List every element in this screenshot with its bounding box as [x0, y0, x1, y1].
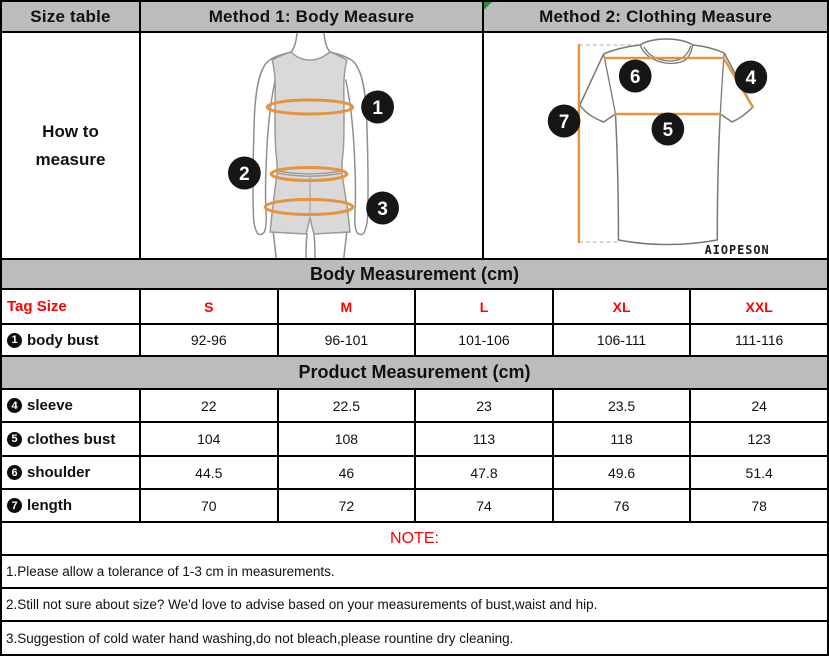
- table-cell: 46: [279, 457, 417, 488]
- table-cell: 92-96: [141, 325, 279, 355]
- row-label-sleeve: [2, 390, 141, 421]
- table-row-clothes-bust: [2, 423, 827, 457]
- size-col-l: L: [416, 290, 554, 323]
- circled-number-icon: 7: [7, 498, 22, 513]
- table-cell: 113: [416, 423, 554, 455]
- svg-text:6: 6: [630, 66, 641, 89]
- body-figure-illustration: [141, 33, 482, 258]
- header-method1: Method 1: Body Measure: [141, 2, 484, 31]
- table-cell: 74: [416, 490, 554, 521]
- note-band: [2, 523, 827, 556]
- product-measurement-title: Product Measurement (cm): [298, 362, 531, 382]
- marker-2-icon: [228, 157, 261, 190]
- note-text-3: 3.Suggestion of cold water hand washing,do not bleach,please rountine dry cleaning.: [6, 630, 514, 646]
- header-row: [2, 2, 827, 33]
- illustration-row: [2, 33, 827, 260]
- marker-5-icon: [652, 113, 685, 146]
- marker-4-icon: [735, 61, 768, 94]
- note-text-1: 1.Please allow a tolerance of 1-3 cm in measurements.: [6, 564, 335, 579]
- row-label-text: body bust: [27, 331, 99, 349]
- table-cell: 101-106: [416, 325, 554, 355]
- tag-size-row: [2, 290, 827, 325]
- svg-text:2: 2: [239, 163, 250, 186]
- row-label-body-bust: [2, 325, 141, 355]
- table-cell: 96-101: [279, 325, 417, 355]
- how-to-measure-label: How to measure: [35, 122, 106, 169]
- circled-number-icon: 1: [7, 333, 22, 348]
- table-cell: 22: [141, 390, 279, 421]
- clothing-measure-diagram: [484, 33, 827, 258]
- circled-number-icon: 5: [7, 432, 22, 447]
- table-cell: 123: [747, 431, 771, 447]
- table-cell: 51.4: [745, 464, 773, 481]
- row-label-shoulder: [2, 457, 141, 488]
- table-row-sleeve: [2, 390, 827, 423]
- svg-text:4: 4: [745, 67, 757, 90]
- row-label-text: shoulder: [27, 464, 91, 481]
- note-title: NOTE:: [390, 529, 439, 547]
- note-row-1: [2, 556, 827, 589]
- body-measure-diagram: [141, 33, 484, 258]
- tag-size-label: Tag Size: [2, 290, 141, 323]
- circled-number-icon: 6: [7, 465, 22, 480]
- size-col-m: M: [279, 290, 417, 323]
- table-cell: 23: [416, 390, 554, 421]
- header-size-table: Size table: [2, 2, 141, 31]
- note-row-2: [2, 589, 827, 622]
- table-cell: 47.8: [416, 457, 554, 488]
- brand-label: AIOPESON: [704, 242, 770, 258]
- row-label-clothes-bust: [2, 423, 141, 455]
- table-cell: 76: [554, 490, 692, 521]
- table-cell: 78: [751, 497, 767, 514]
- table-cell: 108: [279, 423, 417, 455]
- product-measurement-band: [2, 357, 827, 390]
- table-cell: 44.5: [141, 457, 279, 488]
- table-cell: 111-116: [735, 332, 784, 348]
- body-measurement-title: Body Measurement (cm): [309, 263, 520, 284]
- header-method2: [484, 2, 827, 31]
- note-row-3: [2, 622, 827, 654]
- table-row-body-bust: [2, 325, 827, 357]
- header-method2-label: Method 2: Clothing Measure: [539, 6, 772, 26]
- marker-3-icon: [366, 192, 399, 225]
- svg-text:7: 7: [558, 111, 570, 134]
- table-row-shoulder: [2, 457, 827, 490]
- table-cell: 49.6: [554, 457, 692, 488]
- row-label-length: [2, 490, 141, 521]
- table-cell: 118: [554, 423, 692, 455]
- row-label-text: sleeve: [27, 397, 73, 414]
- size-col-xxl: XXL: [745, 298, 773, 315]
- row-label-text: length: [27, 497, 72, 514]
- marker-1-icon: [361, 91, 394, 124]
- table-cell: 104: [141, 423, 279, 455]
- table-cell: 24: [751, 397, 767, 414]
- size-col-xl: XL: [554, 290, 692, 323]
- row-label-text: clothes bust: [27, 430, 116, 448]
- cell-corner-marker-icon: [484, 2, 492, 10]
- circled-number-icon: 4: [7, 398, 22, 413]
- marker-7-icon: [548, 105, 581, 138]
- svg-text:1: 1: [372, 97, 383, 120]
- table-row-length: [2, 490, 827, 523]
- tshirt-illustration: [484, 33, 827, 258]
- note-text-2: 2.Still not sure about size? We'd love to advise based on your measurements of bust,waist and hip.: [6, 597, 598, 612]
- svg-text:5: 5: [662, 119, 674, 142]
- marker-6-icon: [619, 60, 652, 93]
- size-col-s: S: [141, 290, 279, 323]
- table-cell: 106-111: [554, 325, 692, 355]
- body-measurement-band: [2, 260, 827, 290]
- table-cell: 72: [279, 490, 417, 521]
- svg-text:3: 3: [377, 198, 388, 221]
- how-to-measure-cell: [2, 33, 141, 258]
- table-cell: 70: [141, 490, 279, 521]
- table-cell: 22.5: [279, 390, 417, 421]
- table-cell: 23.5: [554, 390, 692, 421]
